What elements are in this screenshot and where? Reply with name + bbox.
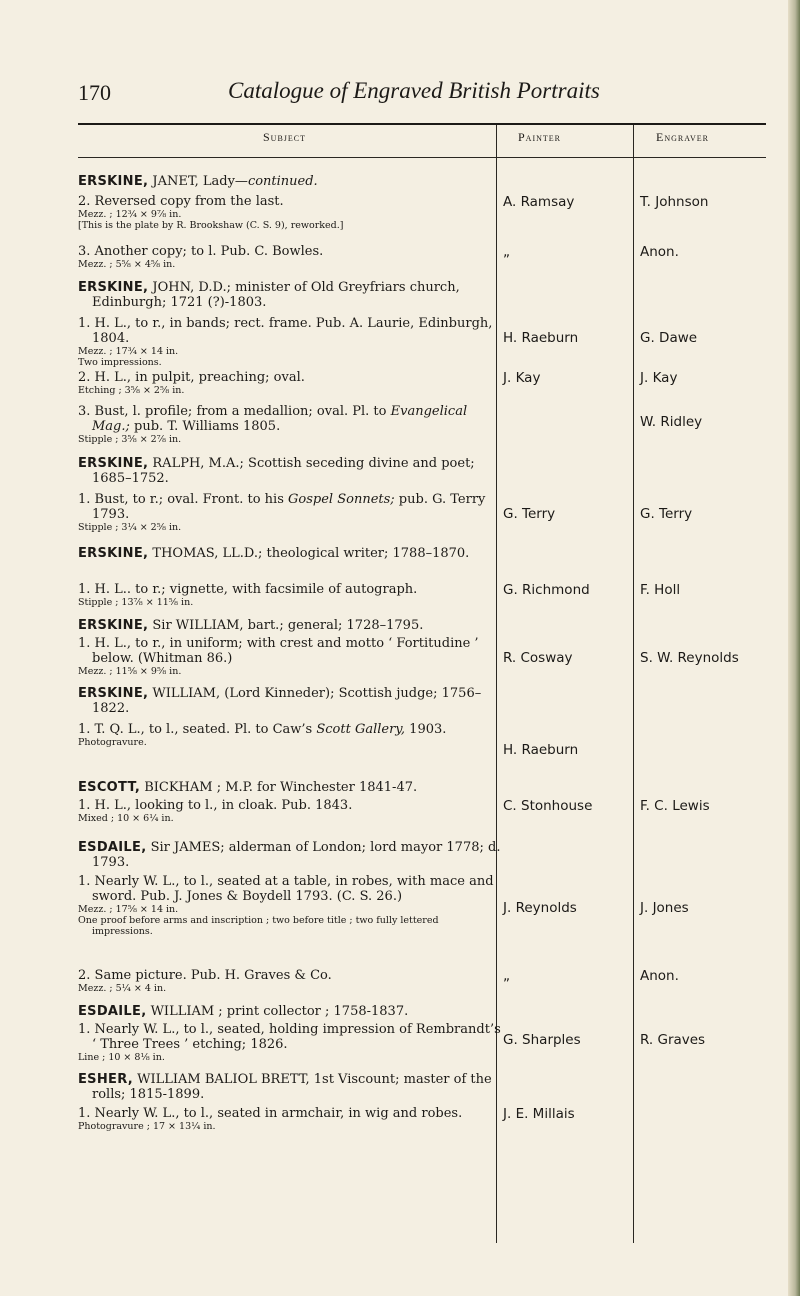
column-header-painter: Painter [518, 130, 562, 144]
page-number: 170 [78, 80, 111, 105]
page-edge [788, 0, 800, 1296]
column-header-subject: Subject [263, 130, 307, 144]
catalogue-table: Subject Painter Engraver ERSKINE, JANET, Lady—continued. 2. Reversed copy from the last. Mezz. ; 12¾ × 9⅞ in. [This is the plate by R. Brookshaw (C. S. 9), reworked.] A. Ramsay T. Johnson 3. Another copy; to l. Pub. C. Bowles. Mezz. ; 5⅝ × 4⅝ in. „ Anon. ERSKINE, JOHN, D.D.; minister of Old Greyfriars church, Edinburgh; 1721 (?)-1803. 1. H. L., to r., in bands; rect. frame. Pub. A. Laurie, Edinburgh, 1804. Mezz. ; 17¾ × 14 in. Two impressions. H. Raeburn G. Dawe 2. H. L., in pulpit, preaching; oval. Etching ; 3⅝ × 2⅝ in. J. Kay J. Kay 3. Bust, l. profile; from a medallion; oval. Pl. to Evangelical Mag.; pub. T. Williams 1805. Stipple ; 3⅝ × 2⅞ in. W. Ridley ERSKINE, RALPH, M.A.; Scottish seceding divine and poet; 1685–1752. 1. Bust, to r.; oval. Front. to his Gospel Sonnets; pub. G. Terry 1793. Stipple ; 3¼ × 2⅝ in. G. Terry G. Terry ERSKINE, THOMAS, LL.D.; theological writer; 1788–1870. 1. H. L.. to r.; vignette, with facsimile of autograph. Stipple ; 13⅞ × 11⅝ in. G. Richmond F. Holl ERSKINE, Sir WILLIAM, bart.; general; 1728–1795. 1. H. L., to r., in uniform; with crest and motto ‘ Fortitudine ’ below. (Whitman 86.) Mezz. ; 11⅝ × 9⅝ in. R. Cosway S. W. Reynolds ERSKINE, WILLIAM, (Lord Kinneder); Scottish judge; 1756–1822. 1. T. Q. L., to l., seated. Pl. to Caw’s Scott Gallery, 1903. Photogravure. H. Raeburn ESCOTT, BICKHAM ; M.P. for Winchester 1841-47. 1. H. L., looking to l., in cloak. Pub. 1843. Mixed ; 10 × 6¼ in. C. Stonhouse F. C. Lewis ESDAILE, Sir JAMES; alderman of London; lord mayor 1778; d. 1793. 1. Nearly W. L., to l., seated at a table, in robes, with mace and sword. Pub. J. Jones & Boydell 1793. (C. S. 26.) Mezz. ; 17⅝ × 14 in. One proof before arms and inscription ; two before title ; two fully lettered impressions. J. Reynolds J. Jones 2. Same picture. Pub. H. Graves & Co. Mezz. ; 5¼ × 4 in. „ Anon. ESDAILE, WILLIAM ; print collector ; 1758-1837. 1. Nearly W. L., to l., seated, holding impression of Rembrandt’s ‘ Three Trees ’ etching; 1826. Line ; 10 × 8⅛ in. G. Sharples R. Graves ESHER, WILLIAM BALIOL BRETT, 1st Viscount; master of the rolls; 1815-1899. 1. Nearly W. L., to l., seated in armchair, in wig and robes. Photogravure ; 17 × 13¼ in. J. E. Millais [78, 123, 766, 158]
column-header-engraver: Engraver [656, 130, 709, 144]
running-title: Catalogue of Engraved British Portraits [228, 78, 600, 103]
page-header [78, 80, 768, 110]
header-rule [78, 157, 766, 158]
column-headers [78, 125, 766, 157]
column-divider-2 [633, 123, 634, 1243]
